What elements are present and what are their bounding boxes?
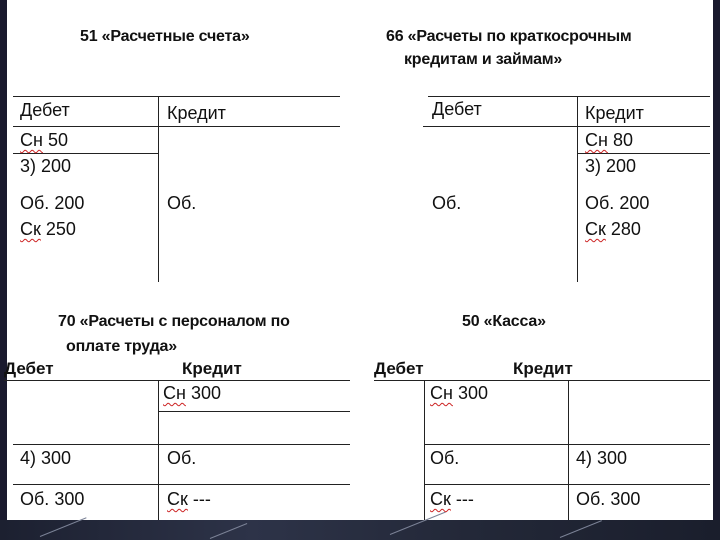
account-70-closing-balance: Ск --- bbox=[167, 489, 211, 509]
account-50-entry: 4) 300 bbox=[576, 448, 628, 468]
account-51-credit-turnover: Об. bbox=[167, 193, 197, 213]
account-50-debit-header: Дебет bbox=[374, 359, 424, 378]
account-50-credit-header: Кредит bbox=[513, 359, 573, 378]
account-70-opening-balance: Сн 300 bbox=[163, 383, 221, 403]
account-70-entry: 4) 300 bbox=[20, 448, 72, 468]
account-70-credit-turnover: Об. bbox=[167, 448, 197, 468]
account-66-credit-header: Кредит bbox=[585, 103, 644, 123]
account-50-credit-turnover: Об. 300 bbox=[576, 489, 641, 509]
account-51-opening-balance: Сн 50 bbox=[20, 130, 68, 150]
slide-frame-left bbox=[0, 0, 7, 540]
slide-frame-bottom bbox=[0, 520, 720, 540]
account-66-closing-balance: Ск 280 bbox=[585, 219, 641, 239]
account-50-opening-balance: Сн 300 bbox=[430, 383, 488, 403]
account-50-closing-balance: Ск --- bbox=[430, 489, 474, 509]
account-51-title: 51 «Расчетные счета» bbox=[80, 28, 250, 45]
account-66-debit-header: Дебет bbox=[432, 99, 482, 119]
account-66-title-line1: 66 «Расчеты по краткосрочным bbox=[386, 28, 632, 45]
account-66-entry: 3) 200 bbox=[585, 156, 637, 176]
account-66-debit-turnover: Об. bbox=[432, 193, 462, 213]
account-70-debit-turnover: Об. 300 bbox=[20, 489, 85, 509]
account-51-debit-header: Дебет bbox=[20, 100, 70, 120]
account-51-closing-balance: Ск 250 bbox=[20, 219, 76, 239]
account-70-debit-header: Дебет bbox=[4, 359, 54, 378]
account-70-title-line1: 70 «Расчеты с персоналом по bbox=[58, 313, 290, 330]
slide-frame-right bbox=[713, 0, 720, 540]
account-66-credit-turnover: Об. 200 bbox=[585, 193, 650, 213]
account-66-opening-balance: Сн 80 bbox=[585, 130, 633, 150]
account-70-title-line2: оплате труда» bbox=[66, 338, 177, 355]
account-51-entry: 3) 200 bbox=[20, 156, 72, 176]
account-51-debit-turnover: Об. 200 bbox=[20, 193, 85, 213]
account-51-credit-header: Кредит bbox=[167, 103, 226, 123]
account-50-debit-turnover: Об. bbox=[430, 448, 460, 468]
account-50-title: 50 «Касса» bbox=[462, 313, 546, 330]
account-70-credit-header: Кредит bbox=[182, 359, 242, 378]
account-66-title-line2: кредитам и займам» bbox=[404, 51, 563, 68]
